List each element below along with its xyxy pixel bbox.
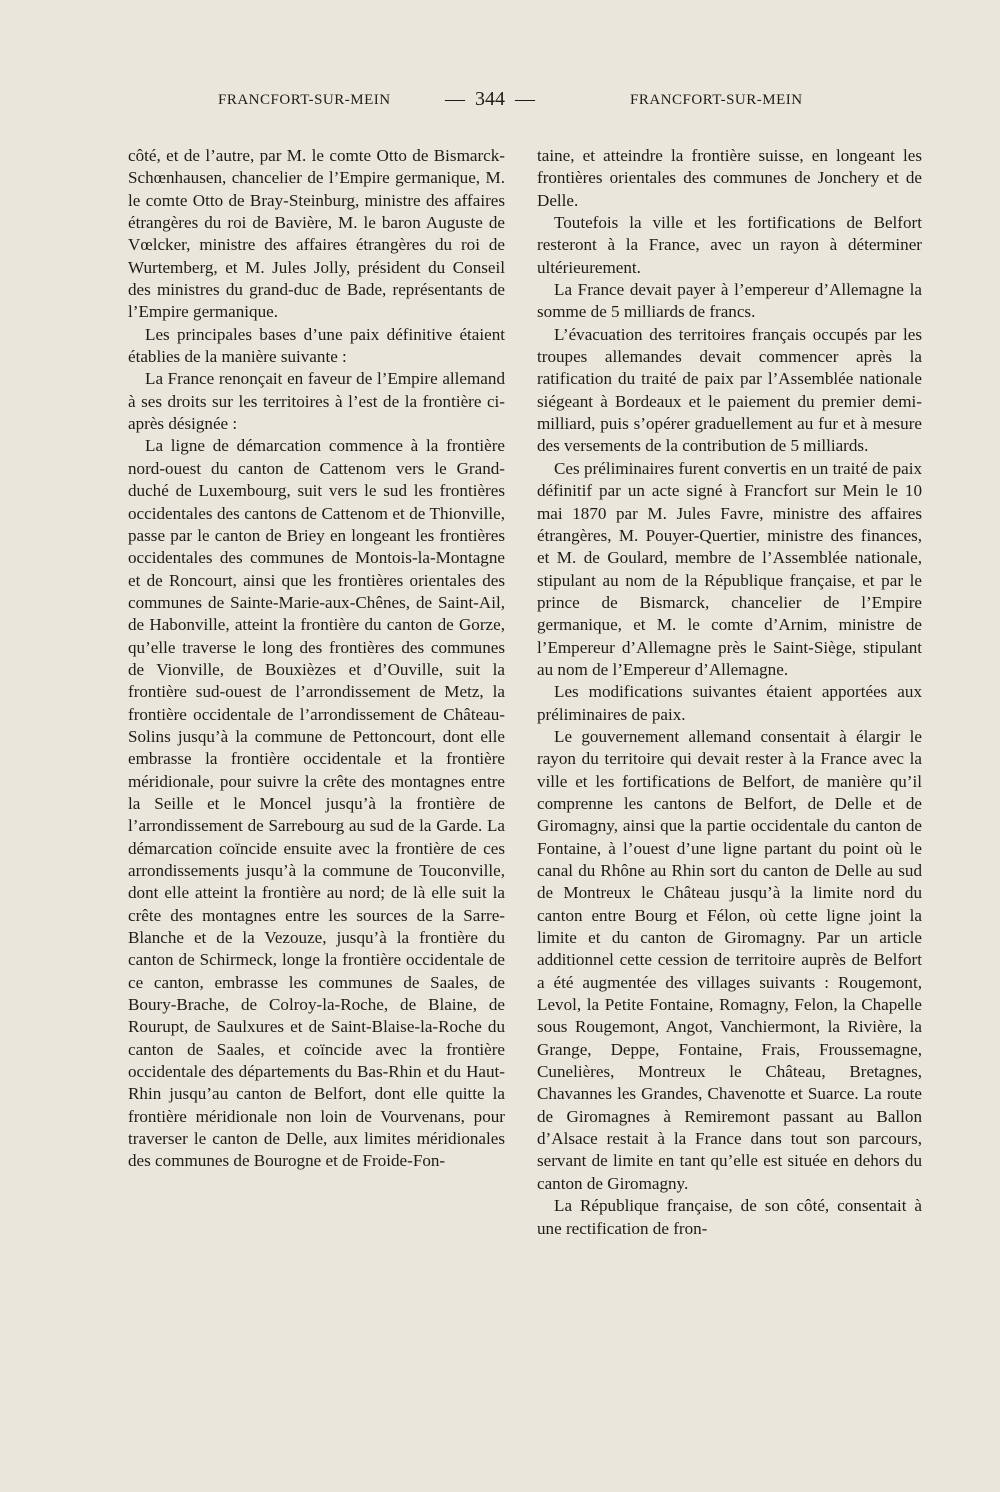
paragraph: L’évacuation des territoires français occupés par les troupes allemandes devait commencer après la ratification du traité de paix par l’Assemblée nationale siégeant à Bordeaux et le paiement du premier demi-milliard, puis s’opérer graduellement au fur et à mesure des versements de la contribution de 5 milliards. (537, 324, 922, 456)
paragraph: Les principales bases d’une paix définitive étaient établies de la manière suivante : (128, 324, 505, 367)
paragraph: Toutefois la ville et les fortifications de Belfort resteront à la France, avec un rayon à déterminer ultérieurement. (537, 213, 922, 277)
paragraph: La France devait payer à l’empereur d’Allemagne la somme de 5 milliards de francs. (537, 280, 922, 322)
left-column (128, 145, 505, 1173)
page-number: — 344 — (445, 88, 535, 110)
paragraph: La ligne de démarcation commence à la frontière nord-ouest du canton de Cattenom vers le Grand-duché de Luxembourg, suit vers le sud les frontières occidentales des cantons de Cattenom et de Thionville, passe par le canton de Briey en longeant les frontières occidentales des communes de Montois-la-Montagne et de Roncourt, ainsi que les frontières orientales des communes de Sainte-Marie-aux-Chênes, de Saint-Ail, de Habonville, atteint la frontière du canton de Gorze, qu’elle traverse le long des frontières des communes de Vionville, de Bouxièzes et d’Ouville, suit la frontière sud-ouest de l’arrondissement de Metz, la frontière occidentale de l’arrondissement de Château-Solins jusqu’à la commune de Pettoncourt, dont elle embrasse la frontière occidentale et la frontière méridionale, pour suivre la crête des montagnes entre la Seille et le Moncel jusqu’à la frontière de l’arrondissement de Sarrebourg au sud de la Garde. La démarcation coïncide ensuite avec la frontière de ces arrondissements jusqu’à la commune de Touconville, dont elle atteint la frontière au nord; de là elle suit la crête des montagnes entre les sources de la Sarre-Blanche et de la Vezouze, jusqu’à la frontière du canton de Schirmeck, longe la frontière occidentale de ce canton, embrasse les communes de Saales, de Boury-Brache, de Colroy-la-Roche, de Blaine, de Rourupt, de Saulxures et de Saint-Blaise-la-Roche du canton de Saales, et coïncide avec la frontière occidentale des départements du Bas-Rhin et du Haut-Rhin jusqu’au canton de Belfort, dont elle quitte la frontière méridionale non loin de Vourvenans, pour traverser le canton de Delle, aux limites méridionales des communes de Bourogne et de Froide-Fon- (128, 436, 505, 1171)
paragraph: Le gouvernement allemand consentait à élargir le rayon du territoire qui devait rester à la France avec la ville et les fortifications de Belfort, de manière qu’il comprenne les cantons de Belfort, de Delle et de Giromagny, ainsi que la partie occidentale du canton de Fontaine, à l’ouest d’une ligne partant du point où le canal du Rhône au Rhin sort du canton de Delle au sud de Montreux le Château jusqu’à la limite nord du canton entre Bourg et Félon, où cette ligne joint la limite et du canton de Giromagny. Par un article additionnel cette cession de territoire auprès de Belfort a été augmentée des villages suivants : Rougemont, Levol, la Petite Fontaine, Romagny, Felon, la Chapelle sous Rougemont, Angot, Vanchiermont, la Rivière, la Grange, Deppe, Fontaine, Frais, Froussemagne, Cunelières, Montreux le Château, Bretagnes, Chavannes les Grandes, Chavenotte et Suarce. La route de Giromagnes à Remiremont passant au Ballon d’Alsace restait à la France dans tout son parcours, servant de limite en tant qu’elle est située en dehors du canton de Giromagny. (537, 726, 922, 1193)
paragraph: côté, et de l’autre, par M. le comte Otto de Bismarck-Schœnhausen, chancelier de l’Empire germanique, M. le comte Otto de Bray-Steinburg, ministre des affaires étrangères du roi de Bavière, M. le baron Auguste de Vœlcker, ministre des affaires étrangères du roi de Wurtemberg, et M. Jules Jolly, président du Conseil des ministres du grand-duc de Bade, représentants de l’Empire germanique. (128, 146, 505, 322)
paragraph: taine, et atteindre la frontière suisse, en longeant les frontières orientales des communes de Jonchery et de Delle. (537, 146, 922, 210)
paragraph: La République française, de son côté, consentait à une rectification de fron- (537, 1196, 922, 1238)
paragraph: Les modifications suivantes étaient apportées aux préliminaires de paix. (537, 682, 922, 724)
running-header (0, 90, 1000, 120)
header-left-title: FRANCFORT-SUR-MEIN (218, 92, 391, 108)
paragraph: Ces préliminaires furent convertis en un traité de paix définitif par un acte signé à Francfort sur Mein le 10 mai 1870 par M. Jules Favre, ministre des affaires étrangères, M. Pouyer-Quertier, ministre des finances, et M. de Goulard, membre de l’Assemblée nationale, stipulant au nom de la République française, et par le prince de Bismarck, chancelier de l’Empire germanique, et M. le comte d’Arnim, ministre de l’Empereur d’Allemagne près le Saint-Siège, stipulant au nom de l’Empereur d’Allemagne. (537, 458, 922, 679)
right-column (537, 145, 922, 1240)
header-right-title: FRANCFORT-SUR-MEIN (630, 92, 803, 108)
paragraph: La France renonçait en faveur de l’Empire allemand à ses droits sur les territoires à l’est de la frontière ci-après désignée : (128, 369, 505, 434)
